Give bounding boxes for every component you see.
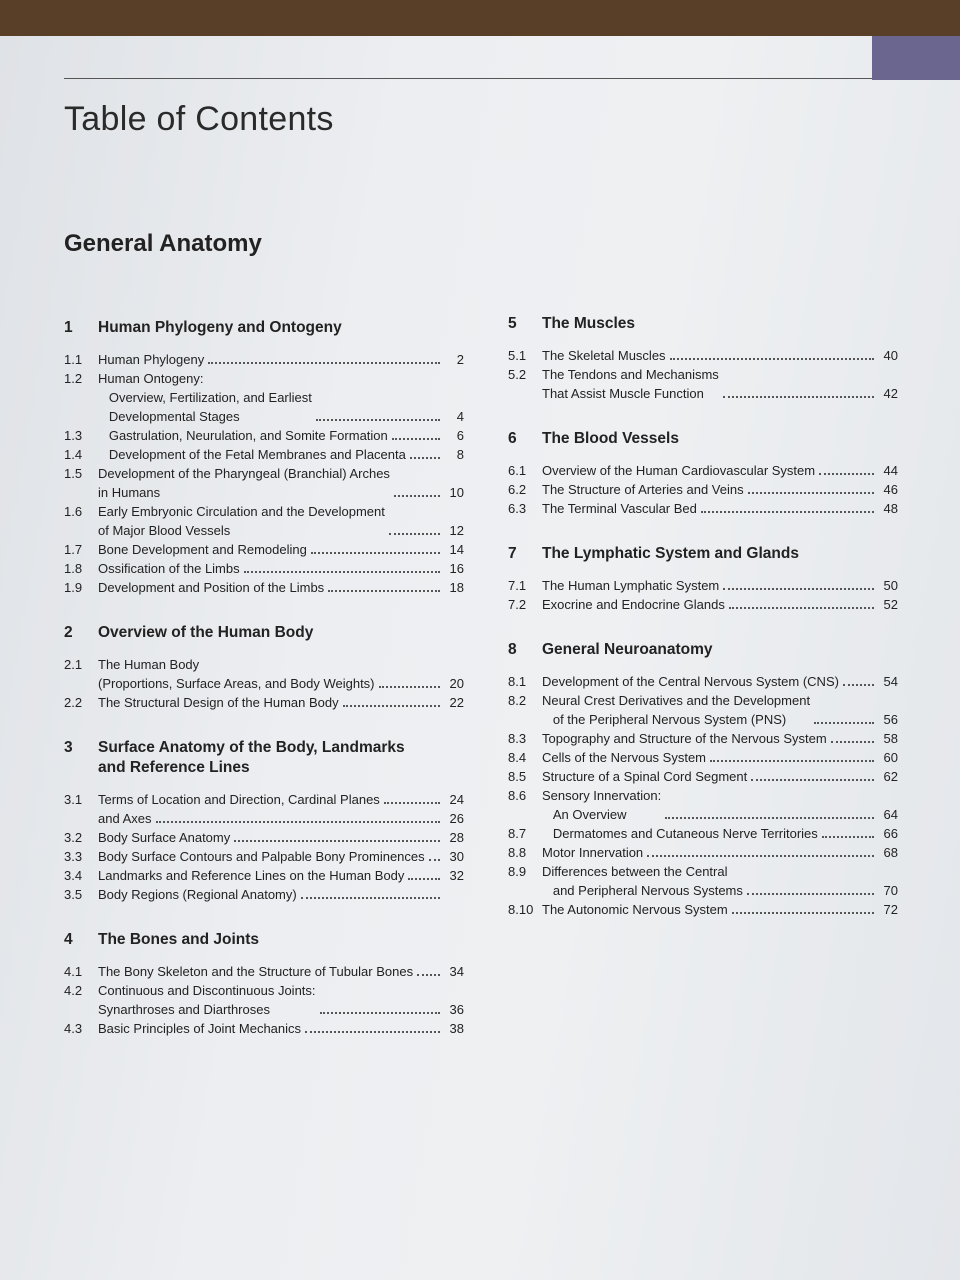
entry-text-wrap (98, 866, 464, 885)
entry-page-number: 8 (456, 447, 464, 462)
section-title: General Anatomy (64, 230, 262, 257)
toc-entry[interactable] (64, 369, 464, 426)
toc-entry[interactable] (64, 578, 464, 597)
entry-title: Landmarks and Reference Lines on the Human Body (98, 868, 405, 883)
toc-entry[interactable] (508, 862, 898, 900)
dot-leader (244, 571, 440, 573)
toc-entry[interactable] (64, 790, 464, 809)
entry-page-number: 34 (449, 964, 464, 979)
entry-title: Neural Crest Derivatives and the Development of the Peripheral Nervous System (PNS) (542, 693, 811, 727)
dot-leader (701, 511, 874, 513)
toc-entry[interactable] (64, 540, 464, 559)
entry-page-number: 62 (883, 769, 898, 784)
entry-title: The Terminal Vascular Bed (542, 501, 697, 516)
page-edge-tab (872, 36, 960, 80)
entry-page-number: 4 (456, 409, 464, 424)
toc-entry[interactable] (508, 843, 898, 862)
entry-number: 1.7 (64, 542, 83, 557)
entry-number: 8.8 (508, 845, 527, 860)
dot-leader (814, 722, 874, 724)
entry-page-number: 54 (883, 674, 898, 689)
entry-text-wrap (542, 346, 898, 365)
entry-text-wrap (98, 369, 464, 426)
entry-number: 8.10 (508, 902, 534, 917)
entry-page-number: 70 (883, 883, 898, 898)
dot-leader (732, 912, 874, 914)
toc-entry[interactable] (508, 461, 898, 480)
entry-number: 6.1 (508, 463, 527, 478)
entry-text-wrap (542, 365, 898, 403)
chapter-number: 3 (64, 739, 73, 756)
entry-title: Motor Innervation (542, 845, 644, 860)
entry-number: 1.1 (64, 352, 83, 367)
entry-title: The Human Body (Proportions, Surface Areas, and Body Weights) (98, 657, 375, 691)
chapter-heading (508, 640, 898, 660)
toc-entry[interactable] (508, 499, 898, 518)
dot-leader (305, 1031, 440, 1033)
toc-entry[interactable] (508, 576, 898, 595)
book-page (0, 36, 960, 1280)
entry-text-wrap (98, 578, 464, 597)
entry-number: 3.1 (64, 792, 83, 807)
entry-number: 6.3 (508, 501, 527, 516)
dot-leader (156, 821, 441, 823)
toc-chapter (64, 623, 464, 712)
toc-entry[interactable] (508, 365, 898, 403)
entry-page-number: 72 (883, 902, 898, 917)
entry-number: 4.2 (64, 983, 83, 998)
chapter-number: 4 (64, 931, 73, 948)
entry-page-number: 44 (883, 463, 898, 478)
toc-entry[interactable] (508, 729, 898, 748)
toc-entry[interactable] (64, 1019, 464, 1038)
entry-title: Body Surface Anatomy (98, 830, 231, 845)
entry-title: Structure of a Spinal Cord Segment (542, 769, 748, 784)
entry-page-number: 10 (449, 485, 464, 500)
entry-number: 1.9 (64, 580, 83, 595)
entry-title: Human Phylogeny (98, 352, 205, 367)
entry-title: Gastrulation, Neurulation, and Somite Formation (98, 428, 388, 443)
chapter-number: 6 (508, 430, 517, 447)
entry-text-wrap (542, 729, 898, 748)
toc-entry[interactable] (64, 426, 464, 445)
entry-title: The Human Lymphatic System (542, 578, 720, 593)
entry-page-number: 64 (883, 807, 898, 822)
entry-title: Sensory Innervation: An Overview (542, 788, 662, 822)
entry-page-number: 42 (883, 386, 898, 401)
page-title: Table of Contents (64, 100, 334, 138)
entry-text-wrap (542, 480, 898, 499)
entry-number: 8.6 (508, 788, 527, 803)
entry-page-number: 18 (449, 580, 464, 595)
entry-number: 1.2 (64, 371, 83, 386)
entry-title: Human Ontogeny: Overview, Fertilization, and Earliest Developmental Stages (98, 371, 312, 424)
entry-page-number: 26 (449, 811, 464, 826)
toc-right-column (508, 314, 898, 945)
entry-text-wrap (542, 824, 898, 843)
dot-leader (328, 590, 440, 592)
entry-page-number: 50 (883, 578, 898, 593)
entry-title: The Structure of Arteries and Veins (542, 482, 744, 497)
chapter-title: Overview of the Human Body (98, 624, 314, 641)
entry-text-wrap (98, 655, 464, 693)
entry-number: 8.2 (508, 693, 527, 708)
toc-entry[interactable] (64, 502, 464, 540)
dot-leader (392, 438, 440, 440)
toc-chapter (64, 738, 464, 904)
entry-title: Basic Principles of Joint Mechanics (98, 1021, 302, 1036)
entry-text-wrap (98, 502, 464, 540)
dot-leader (665, 817, 874, 819)
dot-leader (729, 607, 874, 609)
toc-chapter (508, 314, 898, 403)
chapter-title: General Neuroanatomy (542, 641, 713, 658)
dot-leader (389, 533, 440, 535)
chapter-heading (508, 314, 898, 334)
toc-entry[interactable] (508, 748, 898, 767)
entry-text-wrap (98, 350, 464, 369)
entry-page-number: 66 (883, 826, 898, 841)
dot-leader (831, 741, 874, 743)
entry-title: Dermatomes and Cutaneous Nerve Territories (542, 826, 818, 841)
dot-leader (343, 705, 440, 707)
chapter-heading (508, 544, 898, 564)
entry-number: 5.2 (508, 367, 527, 382)
dot-leader (316, 419, 440, 421)
entry-text-wrap (98, 809, 464, 828)
entry-title: Development of the Pharyngeal (Branchial) Arches in Humans (98, 466, 390, 500)
dot-leader (408, 878, 440, 880)
entry-text-wrap (98, 559, 464, 578)
dot-leader (320, 1012, 440, 1014)
entry-title: The Autonomic Nervous System (542, 902, 728, 917)
entry-title: The Tendons and Mechanisms That Assist Muscle Function (542, 367, 719, 401)
entry-page-number: 24 (449, 792, 464, 807)
chapter-heading (64, 930, 464, 950)
entry-page-number: 16 (449, 561, 464, 576)
entry-number: 1.3 (64, 428, 83, 443)
chapter-number: 7 (508, 545, 517, 562)
entry-page-number: 6 (456, 428, 464, 443)
toc-entry[interactable] (64, 809, 464, 828)
entry-text-wrap (98, 847, 464, 866)
dot-leader (723, 588, 874, 590)
entry-number: 4.1 (64, 964, 83, 979)
entry-text-wrap (542, 786, 898, 824)
toc-entry[interactable] (64, 885, 464, 904)
entry-page-number: 28 (449, 830, 464, 845)
toc-entry[interactable] (64, 847, 464, 866)
entry-number: 3.4 (64, 868, 83, 883)
toc-chapter (64, 318, 464, 597)
entry-text-wrap (542, 595, 898, 614)
entry-text-wrap (542, 748, 898, 767)
entry-text-wrap (542, 843, 898, 862)
entry-text-wrap (542, 672, 898, 691)
entry-page-number: 48 (883, 501, 898, 516)
entry-title: Body Surface Contours and Palpable Bony Prominences (98, 849, 425, 864)
entry-number: 8.4 (508, 750, 527, 765)
chapter-heading (64, 318, 464, 338)
dot-leader (301, 897, 440, 899)
entry-number: 2.1 (64, 657, 83, 672)
entry-text-wrap (98, 828, 464, 847)
toc-entry[interactable] (64, 981, 464, 1019)
entry-text-wrap (98, 445, 464, 464)
entry-text-wrap (542, 691, 898, 729)
entry-title: Bone Development and Remodeling (98, 542, 307, 557)
chapter-number: 8 (508, 641, 517, 658)
chapter-title: The Bones and Joints (98, 931, 260, 948)
entry-number: 1.5 (64, 466, 83, 481)
entry-title: Cells of the Nervous System (542, 750, 707, 765)
entry-number: 7.2 (508, 597, 527, 612)
chapter-title: Human Phylogeny and Ontogeny (98, 319, 342, 336)
entry-title: Early Embryonic Circulation and the Development of Major Blood Vessels (98, 504, 385, 538)
entry-page-number: 2 (456, 352, 464, 367)
entry-number: 6.2 (508, 482, 527, 497)
entry-text-wrap (98, 885, 464, 904)
entry-number: 8.1 (508, 674, 527, 689)
dot-leader (208, 362, 440, 364)
entry-number: 3.5 (64, 887, 83, 902)
dot-leader (311, 552, 440, 554)
toc-entry[interactable] (64, 693, 464, 712)
chapter-heading (508, 429, 898, 449)
toc-entry[interactable] (64, 962, 464, 981)
toc-entry[interactable] (64, 866, 464, 885)
entry-text-wrap (542, 576, 898, 595)
entry-text-wrap (98, 693, 464, 712)
dot-leader (394, 495, 440, 497)
toc-entry[interactable] (64, 828, 464, 847)
entry-number: 3.2 (64, 830, 83, 845)
dot-leader (747, 893, 874, 895)
entry-number: 7.1 (508, 578, 527, 593)
entry-page-number: 58 (883, 731, 898, 746)
entry-text-wrap (542, 499, 898, 518)
entry-page-number: 46 (883, 482, 898, 497)
dot-leader (843, 684, 874, 686)
entry-number: 1.4 (64, 447, 83, 462)
toc-entry[interactable] (508, 691, 898, 729)
entry-title: Overview of the Human Cardiovascular System (542, 463, 816, 478)
toc-entry[interactable] (508, 767, 898, 786)
dot-leader (751, 779, 874, 781)
entry-text-wrap (542, 461, 898, 480)
dot-leader (417, 974, 440, 976)
entry-number: 8.3 (508, 731, 527, 746)
entry-text-wrap (98, 981, 464, 1019)
entry-title: Differences between the Central and Peripheral Nervous Systems (542, 864, 743, 898)
entry-page-number: 38 (449, 1021, 464, 1036)
entry-number: 3.3 (64, 849, 83, 864)
toc-entry[interactable] (64, 350, 464, 369)
entry-title: and Axes (98, 811, 152, 826)
entry-text-wrap (98, 790, 464, 809)
toc-entry[interactable] (508, 480, 898, 499)
entry-page-number: 32 (449, 868, 464, 883)
entry-title: The Structural Design of the Human Body (98, 695, 339, 710)
dot-leader (234, 840, 440, 842)
entry-page-number: 60 (883, 750, 898, 765)
chapter-title: The Lymphatic System and Glands (542, 545, 799, 562)
entry-title: Development of the Fetal Membranes and Placenta (98, 447, 406, 462)
entry-text-wrap (542, 862, 898, 900)
toc-entry[interactable] (64, 464, 464, 502)
entry-number: 5.1 (508, 348, 527, 363)
chapter-number: 5 (508, 315, 517, 332)
dot-leader (384, 802, 440, 804)
entry-number: 8.7 (508, 826, 527, 841)
entry-number: 8.5 (508, 769, 527, 784)
entry-title: Development and Position of the Limbs (98, 580, 325, 595)
toc-chapter (64, 930, 464, 1038)
chapter-title: The Muscles (542, 315, 636, 332)
entry-page-number: 56 (883, 712, 898, 727)
entry-page-number: 40 (883, 348, 898, 363)
dot-leader (748, 492, 874, 494)
chapter-heading (64, 623, 464, 643)
entry-page-number: 20 (449, 676, 464, 691)
entry-text-wrap (98, 1019, 464, 1038)
toc-entry[interactable] (64, 655, 464, 693)
entry-number: 4.3 (64, 1021, 83, 1036)
toc-entry[interactable] (508, 595, 898, 614)
chapter-number: 2 (64, 624, 73, 641)
toc-entry[interactable] (64, 445, 464, 464)
entry-title: The Skeletal Muscles (542, 348, 666, 363)
entry-title: Terms of Location and Direction, Cardinal Planes (98, 792, 380, 807)
entry-title: Body Regions (Regional Anatomy) (98, 887, 297, 902)
chapter-title: Surface Anatomy of the Body, Landmarks and Reference Lines (98, 739, 405, 776)
entry-page-number: 22 (449, 695, 464, 710)
dot-leader (647, 855, 874, 857)
entry-page-number: 68 (883, 845, 898, 860)
entry-title: Topography and Structure of the Nervous System (542, 731, 827, 746)
entry-title: The Bony Skeleton and the Structure of Tubular Bones (98, 964, 414, 979)
toc-entry[interactable] (508, 786, 898, 824)
entry-page-number: 30 (449, 849, 464, 864)
entry-number: 1.6 (64, 504, 83, 519)
dot-leader (670, 358, 874, 360)
dot-leader (410, 457, 440, 459)
toc-entry[interactable] (508, 900, 898, 919)
toc-chapter (508, 544, 898, 614)
entry-title: Ossification of the Limbs (98, 561, 240, 576)
entry-text-wrap (98, 540, 464, 559)
entry-title: Continuous and Discontinuous Joints: Synarthroses and Diarthroses (98, 983, 316, 1017)
entry-page-number: 52 (883, 597, 898, 612)
toc-entry[interactable] (508, 824, 898, 843)
entry-text-wrap (542, 767, 898, 786)
dot-leader (429, 859, 440, 861)
entry-text-wrap (98, 464, 464, 502)
entry-page-number: 14 (449, 542, 464, 557)
dot-leader (710, 760, 874, 762)
toc-chapter (508, 640, 898, 919)
entry-text-wrap (542, 900, 898, 919)
entry-number: 1.8 (64, 561, 83, 576)
entry-text-wrap (98, 426, 464, 445)
toc-left-column (64, 318, 464, 1064)
entry-title: Exocrine and Endocrine Glands (542, 597, 725, 612)
toc-entry[interactable] (508, 672, 898, 691)
dot-leader (822, 836, 874, 838)
chapter-number: 1 (64, 319, 73, 336)
header-rule (64, 78, 872, 79)
toc-chapter (508, 429, 898, 518)
chapter-heading (64, 738, 464, 778)
toc-entry[interactable] (64, 559, 464, 578)
chapter-title: The Blood Vessels (542, 430, 679, 447)
dot-leader (723, 396, 874, 398)
entry-page-number: 36 (449, 1002, 464, 1017)
entry-text-wrap (98, 962, 464, 981)
dot-leader (819, 473, 874, 475)
toc-entry[interactable] (508, 346, 898, 365)
entry-number: 8.9 (508, 864, 527, 879)
entry-page-number: 12 (449, 523, 464, 538)
entry-number: 2.2 (64, 695, 83, 710)
dot-leader (379, 686, 440, 688)
entry-title: Development of the Central Nervous System (CNS) (542, 674, 839, 689)
